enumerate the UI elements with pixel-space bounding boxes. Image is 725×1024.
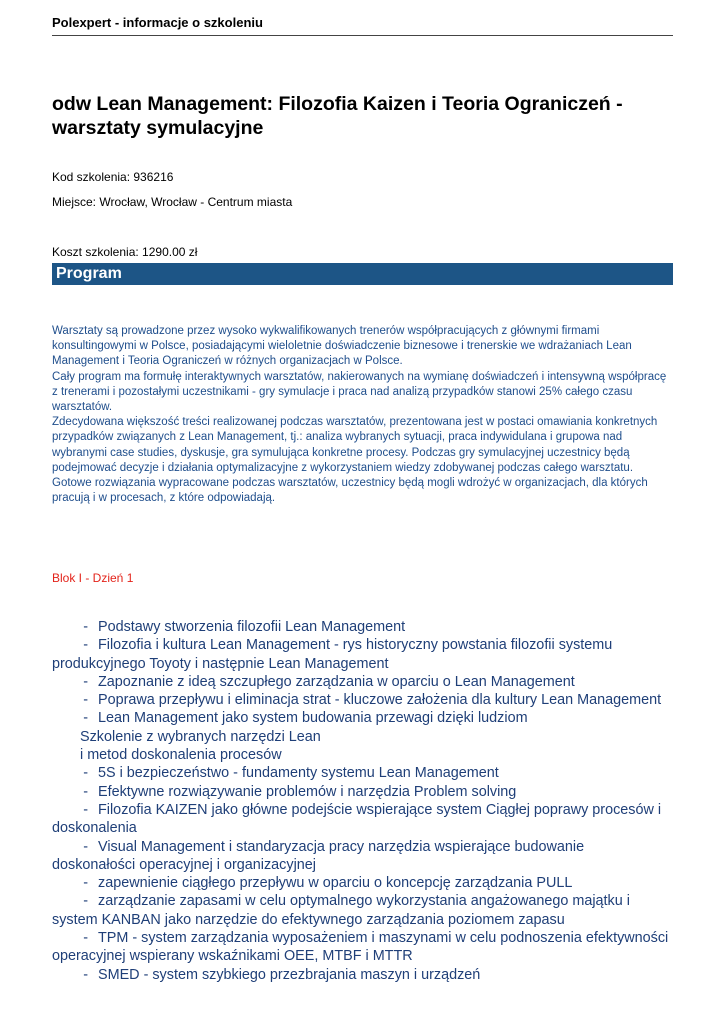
list-item-text: operacyjnej wspierany wskaźnikami OEE, MTBF i MTTR <box>52 948 413 965</box>
list-dash: - <box>83 875 88 892</box>
list-item <box>52 618 673 636</box>
list-item <box>52 709 673 727</box>
list-dash: - <box>83 838 88 855</box>
list-item <box>52 801 673 819</box>
list-item <box>52 783 673 801</box>
list-item-text: Lean Management jako system budowania przewagi dzięki ludziom <box>98 710 528 727</box>
list-item-text: TPM - system zarządzania wyposażeniem i maszynami w celu podnoszenia efektywności <box>98 930 669 947</box>
list-item <box>52 764 673 782</box>
list-item-text: Poprawa przepływu i eliminacja strat - kluczowe założenia dla kultury Lean Management <box>98 692 662 709</box>
intro-paragraph: Gotowe rozwiązania wypracowane podczas warsztatów, uczestnicy będą mogli wdrożyć w organizacjach, dla których pracują i w procesach, z które odpowiadają. <box>52 477 648 505</box>
list-item <box>52 874 673 892</box>
list-item-text: zarządzanie zapasami w celu optymalnego wykorzystania angażowanego majątku i <box>98 893 630 910</box>
document-header <box>52 14 673 32</box>
course-cost: Koszt szkolenia: 1290.00 zł <box>52 245 198 259</box>
intro-paragraph: Cały program ma formułę interaktywnych warsztatów, nakierowanych na wymianę doświadczeń i intensywną współpracę z treneramі i pozostałymi uczestnikami - gry symulacje i praca nad analizą przypadków stanowi 25% całego czasu warsztatów. <box>52 370 667 414</box>
list-item-continuation <box>52 911 673 929</box>
topic-list <box>52 618 673 984</box>
list-item <box>52 929 673 947</box>
intro-paragraph: Warsztaty są prowadzone przez wysoko wykwalifikowanych trenerów współpracujących z głównymi firmami konsultingowymi w Polsce, posiadającymi wieloletnie doświadczenie biznesowe i trenerskie we wdrażaniach Lean Management i Teoria Ograniczeń w różnych organizacjach w Polsce. <box>52 325 632 368</box>
list-item-text: system KANBAN jako narzędzie do efektywnego zarządzania poziomem zapasu <box>52 911 565 928</box>
list-item-text: 5S i bezpieczeństwo - fundamenty systemu Lean Management <box>98 765 499 782</box>
list-item-text: Zapoznanie z ideą szczupłego zarządzania w oparciu o Lean Management <box>98 673 575 690</box>
list-item-text: zapewnienie ciągłego przepływu w oparciu o koncepcję zarządzania PULL <box>98 875 573 892</box>
list-item-text: Podstawy stworzenia filozofii Lean Management <box>98 619 406 635</box>
intro-paragraph: Zdecydowana większość treści realizowanej podczas warsztatów, prezentowana jest w postaci omawiania konkretnych przypadków związanych z Lean Management, tj.: analiza wybranych sytuacji, praca indywidulana i grupowa nad wybranymi case studies, dyskusje, gra symulująca konkretne procesy. Podczas gry symulacyjnej uczestnicy będą podejmować decyzje i działania optymalizacyjne z wykorzystaniem wiedzy zdobywanej podczas całego warsztatu. <box>52 416 658 474</box>
list-dash: - <box>83 801 88 818</box>
list-dash: - <box>83 966 88 983</box>
list-item <box>52 838 673 856</box>
list-dash: - <box>83 710 88 727</box>
block-title: Blok I - Dzień 1 <box>52 571 134 585</box>
list-dash: - <box>83 673 88 690</box>
list-dash: - <box>83 893 88 910</box>
program-intro <box>52 324 673 506</box>
list-dash: - <box>83 930 88 947</box>
list-item-continuation <box>52 819 673 837</box>
course-code: Kod szkolenia: 936216 <box>52 170 174 184</box>
list-item-continuation <box>52 947 673 965</box>
list-dash: - <box>83 619 88 635</box>
list-item <box>52 691 673 709</box>
list-item <box>52 673 673 691</box>
list-item <box>52 966 673 984</box>
list-dash: - <box>83 783 88 800</box>
program-heading-bar <box>52 263 673 285</box>
list-item-text: produkcyjnego Toyoty i następnie Lean Management <box>52 655 389 672</box>
header-title: Polexpert - informacje o szkoleniu <box>52 15 263 30</box>
list-item-text: Visual Management i standaryzacja pracy narzędzia wspierające budowanie <box>98 838 585 855</box>
list-dash: - <box>83 637 88 654</box>
list-item-continuation <box>52 856 673 874</box>
list-item-text: doskonalenia <box>52 820 137 837</box>
header-divider <box>52 35 673 36</box>
list-item-text: i metod doskonalenia procesów <box>80 747 282 764</box>
course-title: odw Lean Management: Filozofia Kaizen i Teoria Ograniczeń - warsztaty symulacyjne <box>52 93 623 139</box>
list-item-plain <box>52 746 673 764</box>
list-item-text: Efektywne rozwiązywanie problemów i narzędzia Problem solving <box>98 783 517 800</box>
list-item-text: Filozofia i kultura Lean Management - rys historyczny powstania filozofii systemu <box>98 637 613 654</box>
program-heading: Program <box>56 265 122 282</box>
list-item-continuation <box>52 655 673 673</box>
list-dash: - <box>83 765 88 782</box>
list-item-text: Szkolenie z wybranych narzędzi Lean <box>80 728 321 745</box>
list-item <box>52 892 673 910</box>
list-item <box>52 636 673 654</box>
list-item-text: doskonałości operacyjnej i organizacyjnej <box>52 856 316 873</box>
list-item-text: SMED - system szybkiego przezbrajania maszyn i urządzeń <box>98 966 481 983</box>
list-dash: - <box>83 692 88 709</box>
list-item-plain <box>52 728 673 746</box>
list-item-text: Filozofia KAIZEN jako główne podejście wspierające system Ciągłej poprawy procesów i <box>98 801 662 818</box>
course-place: Miejsce: Wrocław, Wrocław - Centrum miasta <box>52 195 293 209</box>
